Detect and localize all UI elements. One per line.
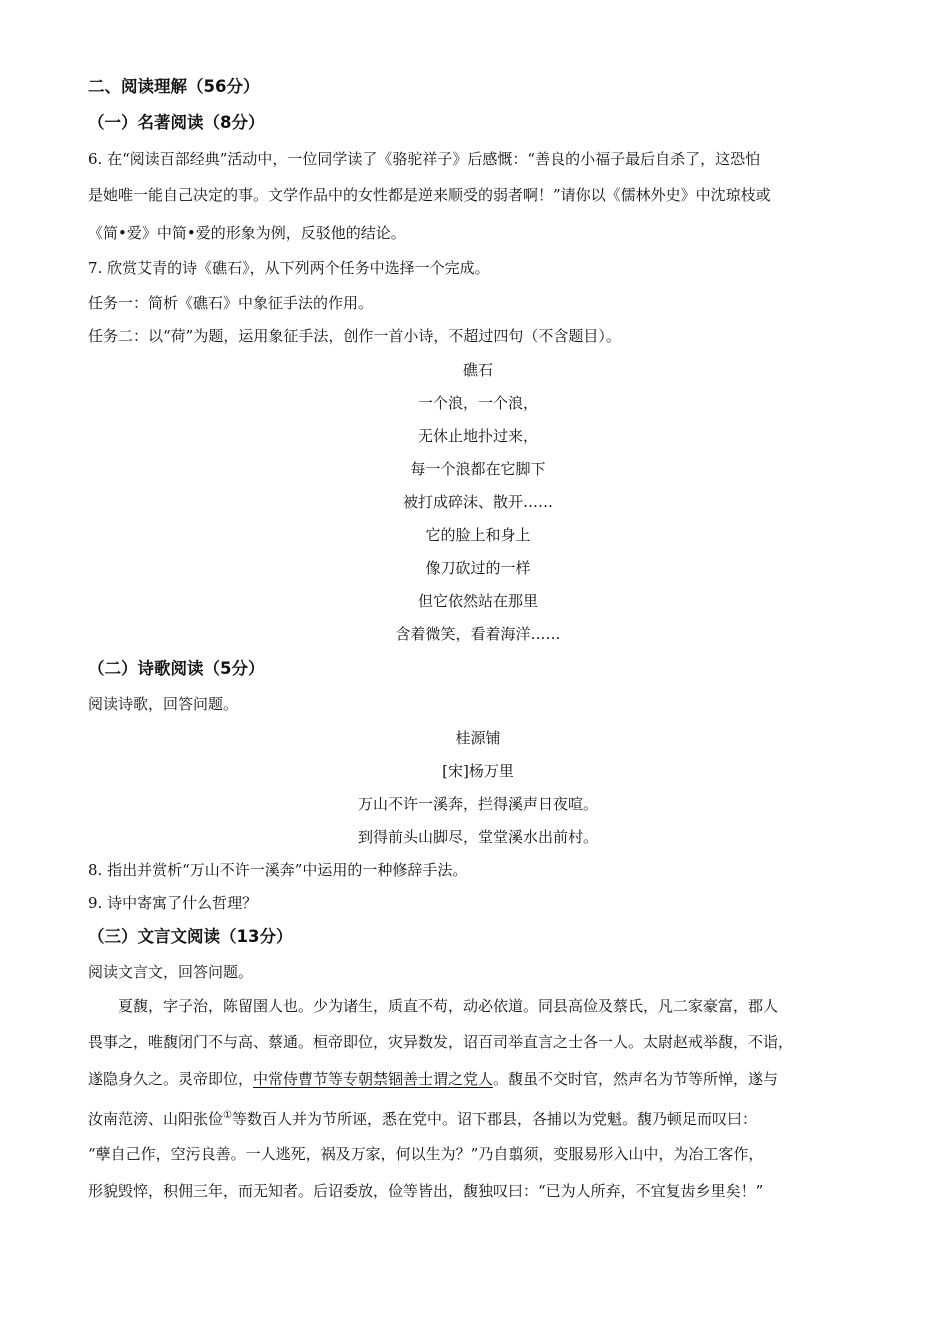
poem-line: 无休止地扑过来，	[417, 427, 538, 445]
poem-line: 它的脸上和身上	[425, 526, 531, 544]
question-6-line-3: 《简•爱》中简•爱的形象为例，反驳他的结论。	[88, 224, 406, 242]
part3-intro: 阅读文言文，回答问题。	[88, 963, 254, 981]
classical-text-line: 形貌毁悴，积佣三年，而无知者。后诏委放，俭等皆出，馥独叹曰：“已为人所弃，不宜复齿乡里矣！”	[88, 1182, 764, 1200]
poem-title: 礁石	[462, 361, 493, 379]
poem-line: 到得前头山脚尽，堂堂溪水出前村。	[357, 828, 598, 846]
poem-guiyuanpu	[88, 727, 868, 859]
question-9: 9. 诗中寄寓了什么哲理？	[88, 894, 258, 912]
text-segment: 汝南范滂、山阳张俭	[88, 1110, 224, 1128]
classical-text-line	[88, 1068, 868, 1090]
task-two: 任务二：以“荷”为题，运用象征手法，创作一首小诗，不超过四句（不含题目）。	[88, 327, 621, 345]
poem-title: 桂源铺	[455, 729, 501, 747]
poem-line: 一个浪，一个浪，	[417, 394, 538, 412]
poem-line: 万山不许一溪奔，拦得溪声日夜喧。	[357, 795, 598, 813]
text-segment: 。馥虽不交时官，然声名为节等所惮，遂与	[493, 1070, 779, 1088]
footnote-marker: ①	[223, 1110, 232, 1121]
classical-text-line	[88, 1105, 868, 1130]
poem-line: 但它依然站在那里	[417, 592, 538, 610]
question-6-line-1: 6. 在“阅读百部经典”活动中，一位同学读了《骆驼祥子》后感慨：“善良的小福子最后自杀了，这恐怕	[88, 150, 761, 168]
text-segment: 等数百人并为节所诬，悉在党中。诏下郡县，各捕以为党魁。馥乃顿足而叹曰：	[231, 1110, 757, 1128]
question-8: 8. 指出并赏析“万山不许一溪奔”中运用的一种修辞手法。	[88, 861, 468, 879]
part3-heading: （三）文言文阅读（13分）	[88, 927, 293, 946]
underlined-sentence: 中常侍曹节等专朝禁锢善士谓之党人	[253, 1070, 494, 1088]
classical-text-line: 夏馥，字子治，陈留圉人也。少为诸生，质直不苟，动必依道。同县高俭及蔡氏，凡二家豪富，郡人	[118, 997, 779, 1015]
poem-line: 像刀砍过的一样	[425, 559, 531, 577]
poem-line: 每一个浪都在它脚下	[410, 460, 546, 478]
section-heading: 二、阅读理解（56分）	[88, 77, 260, 96]
poem-reef	[88, 359, 868, 656]
classical-text-line: 畏事之，唯馥闭门不与高、蔡通。桓帝即位，灾异数发，诏百司举直言之士各一人。太尉赵戒举馥，不诣，	[88, 1033, 794, 1051]
part1-heading: （一）名著阅读（8分）	[88, 113, 265, 132]
poem-author: [宋]杨万里	[442, 762, 514, 780]
part2-intro: 阅读诗歌，回答问题。	[88, 695, 239, 713]
part2-heading: （二）诗歌阅读（5分）	[88, 659, 265, 678]
question-6-line-2: 是她唯一能自己决定的事。文学作品中的女性都是逆来顺受的弱者啊！”请你以《儒林外史》中沈琼枝或	[88, 186, 771, 204]
poem-line: 被打成碎沫、散开……	[402, 493, 553, 511]
classical-text-line: “孽自己作，空污良善。一人逃死，祸及万家，何以生为？”乃自翦须，变服易形入山中，为冶工客作，	[88, 1145, 764, 1163]
poem-line: 含着微笑，看着海洋……	[395, 625, 561, 643]
task-one: 任务一：简析《礁石》中象征手法的作用。	[88, 294, 374, 312]
text-segment: 遂隐身久之。灵帝即位，	[88, 1070, 254, 1088]
question-7: 7. 欣赏艾青的诗《礁石》，从下列两个任务中选择一个完成。	[88, 259, 490, 277]
